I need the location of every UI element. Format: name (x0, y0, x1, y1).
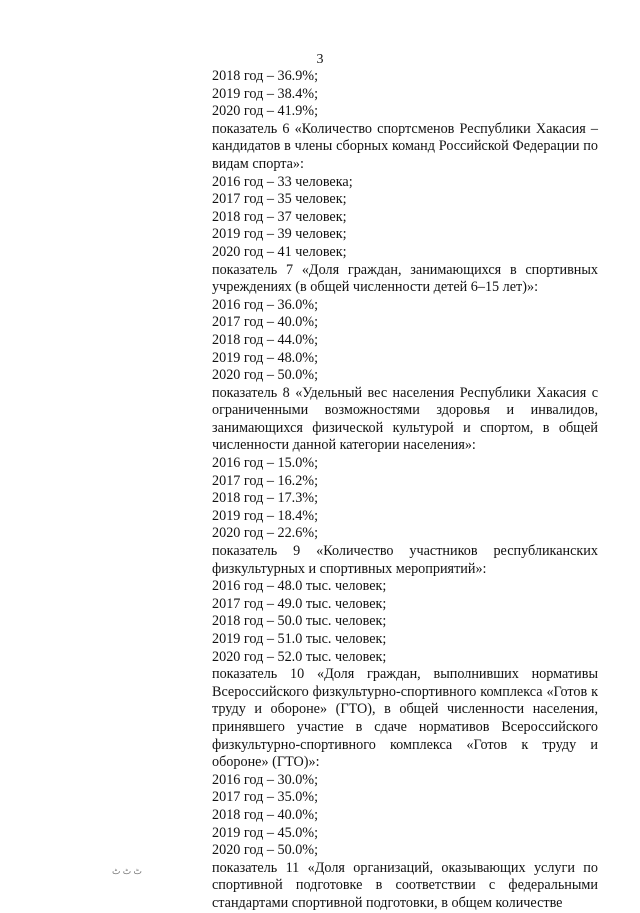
footer-scan-mark: ٹ ٹ ٹ (112, 866, 142, 876)
value-line: 2020 год – 52.0 тыс. человек; (212, 648, 387, 665)
value-line: 2018 год – 17.3%; (212, 490, 319, 507)
value-line: 2018 год – 44.0%; (212, 331, 319, 348)
value-line: 2017 год – 35 человек; (212, 191, 347, 208)
value-line: 2019 год – 45.0%; (212, 824, 319, 841)
value-line: 2020 год – 41 человек; (212, 243, 347, 260)
value-line: 2019 год – 39 человек; (212, 226, 347, 243)
document-body (212, 68, 598, 913)
value-line: 2016 год – 36.0%; (212, 296, 319, 313)
value-line: 2016 год – 33 человека; (212, 173, 353, 190)
indicator-paragraph: показатель 8 «Удельный вес населения Республики Хакасия с ограниченными возможностями здоровья и инвалидов, занимающихся физической культурой и спортом, в общей численности данной категории населения»: (212, 384, 598, 454)
indicator-paragraph: показатель 10 «Доля граждан, выполнивших нормативы Всероссийского физкультурно-спортивного комплекса «Готов к труду и обороне» (ГТО), в общей численности населения, принявшего участие в сдаче нормативов Всероссийского физкультурно-спортивного комплекса «Готов к труду и обороне» (ГТО)»: (212, 666, 598, 771)
value-line: 2018 год – 50.0 тыс. человек; (212, 613, 387, 630)
indicator-paragraph: показатель 7 «Доля граждан, занимающихся в спортивных учреждениях (в общей численности детей 6–15 лет)»: (212, 261, 598, 296)
page-number: 3 (316, 52, 324, 67)
indicator-paragraph: показатель 6 «Количество спортсменов Республики Хакасия – кандидатов в члены сборных команд Российской Федерации по видам спорта»: (212, 120, 598, 172)
value-line: 2020 год – 50.0%; (212, 367, 319, 384)
value-line: 2019 год – 18.4%; (212, 507, 319, 524)
value-line: 2017 год – 40.0%; (212, 314, 319, 331)
value-line: 2019 год – 51.0 тыс. человек; (212, 631, 387, 647)
indicator-paragraph: показатель 11 «Доля организаций, оказывающих услуги по спортивной подготовке в соответствии с федеральными стандартами спортивной подготовки, в общем количестве (212, 859, 598, 911)
value-line: 2016 год – 15.0%; (212, 455, 319, 472)
value-line: 2017 год – 49.0 тыс. человек; (212, 595, 387, 612)
value-line: 2018 год – 37 человек; (212, 208, 347, 225)
value-line: 2020 год – 41.9%; (212, 103, 319, 120)
value-line: 2017 год – 16.2%; (212, 472, 319, 489)
value-line: 2019 год – 38.4%; (212, 85, 319, 102)
value-line: 2019 год – 48.0%; (212, 349, 319, 366)
value-line: 2020 год – 50.0%; (212, 842, 319, 859)
indicator-paragraph: показатель 9 «Количество участников республиканских физкультурных и спортивных мероприятий»: (212, 543, 598, 577)
value-line: 2017 год – 35.0%; (212, 789, 319, 806)
value-line: 2018 год – 36.9%; (212, 68, 319, 84)
value-line: 2016 год – 48.0 тыс. человек; (212, 578, 387, 595)
value-line: 2018 год – 40.0%; (212, 806, 319, 823)
value-line: 2016 год – 30.0%; (212, 771, 319, 788)
value-line: 2020 год – 22.6%; (212, 525, 319, 542)
